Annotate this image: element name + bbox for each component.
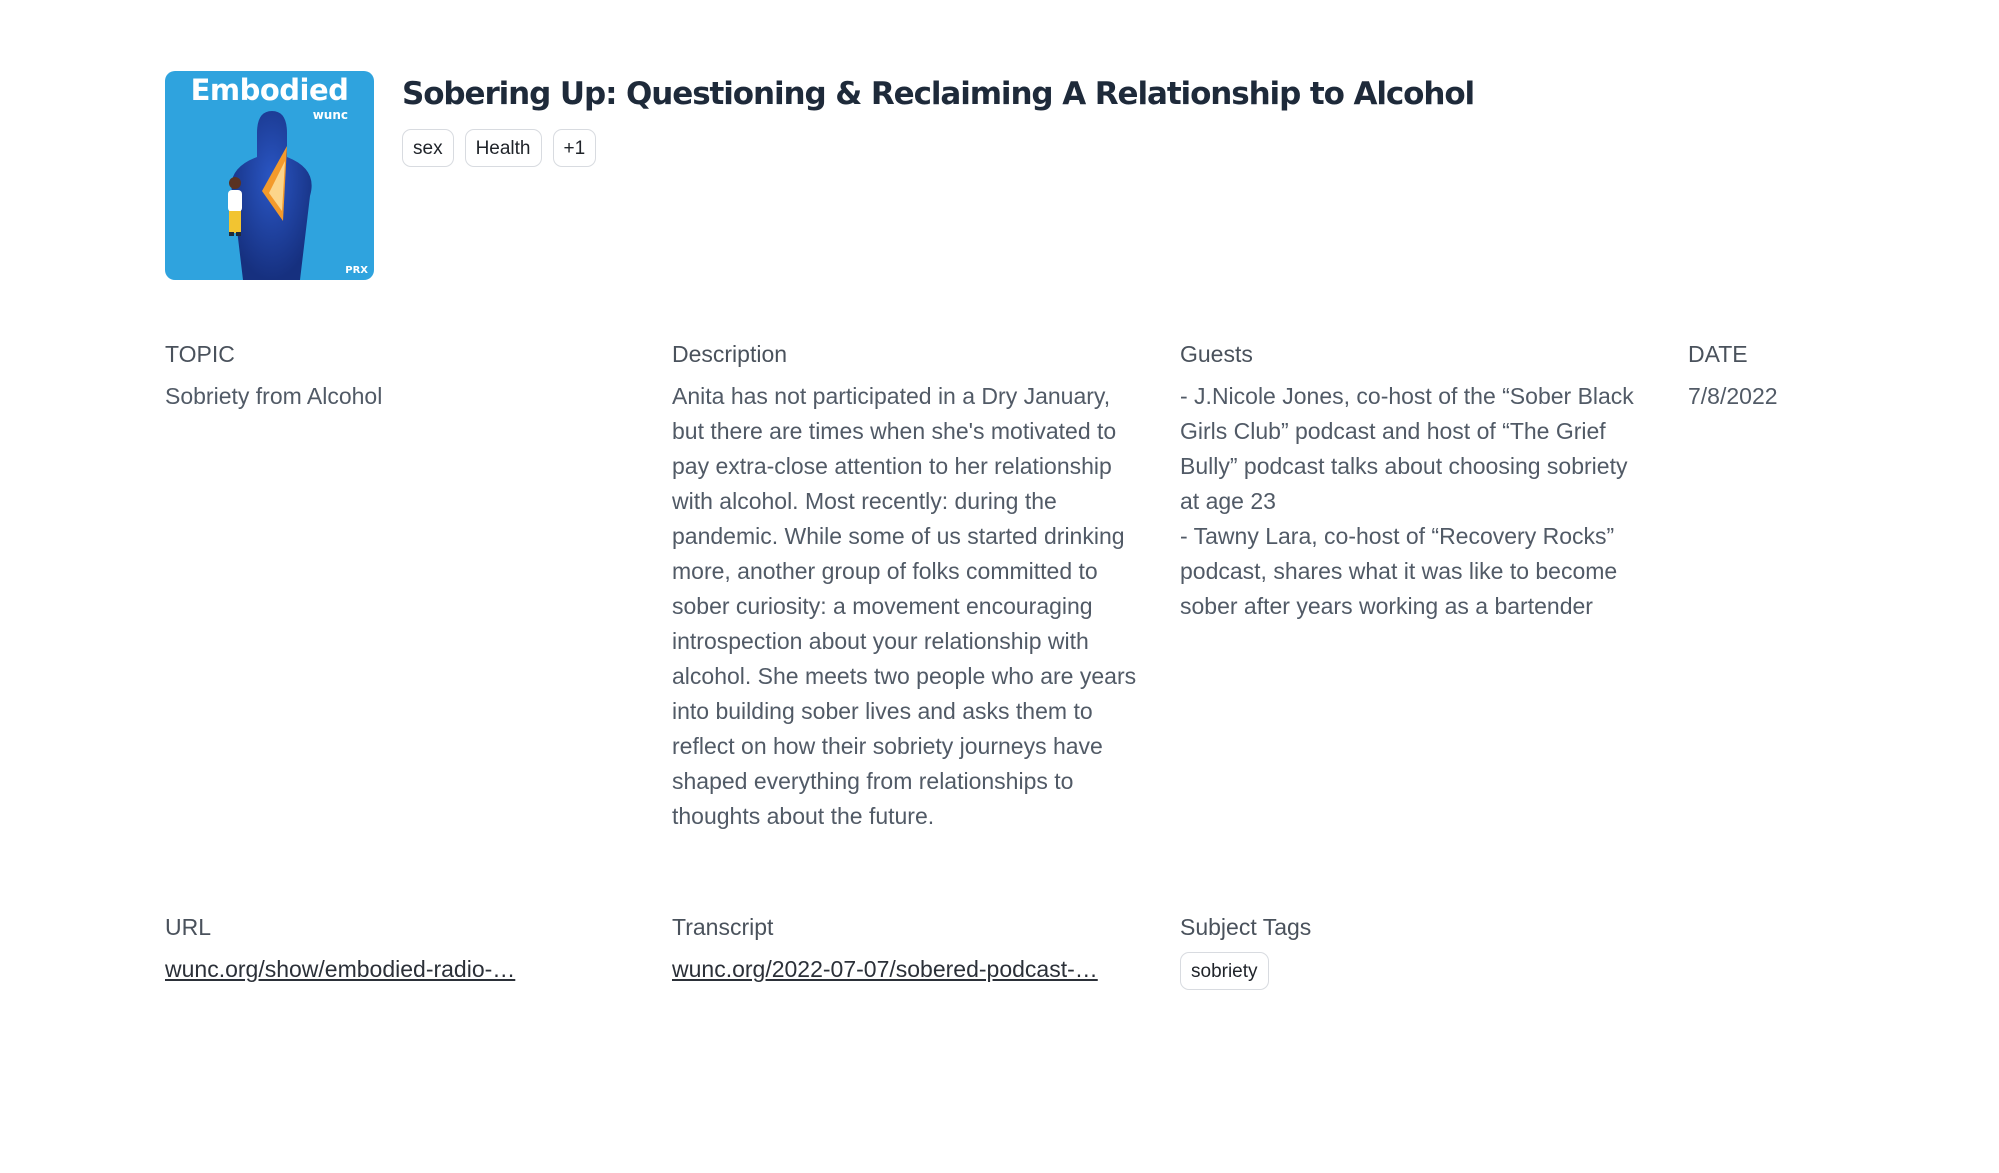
topic-field	[165, 337, 625, 414]
guests-field	[1180, 337, 1650, 624]
url-label: URL	[165, 914, 212, 940]
transcript-field	[672, 910, 1152, 987]
topic-label: TOPIC	[165, 341, 235, 367]
guests-value: - J.Nicole Jones, co-host of the “Sober Black Girls Club” podcast and host of “The Grief Bully” podcast talks about choosing sobriety at age 23 - Tawny Lara, co-host of “Recovery Rocks” podcast, shares what it was like to become sober after years working as a bartender	[1180, 383, 1634, 619]
episode-title: Sobering Up: Questioning & Reclaiming A Relationship to Alcohol	[402, 76, 1475, 112]
date-value: 7/8/2022	[1688, 383, 1778, 409]
transcript-link[interactable]: wunc.org/2022-07-07/sobered-podcast-…	[672, 956, 1098, 982]
date-label: DATE	[1688, 341, 1748, 367]
subject-tags-field	[1180, 910, 1580, 990]
cover-network-logo: wunc	[312, 108, 348, 122]
cover-show-title: Embodied	[190, 73, 349, 107]
podcast-cover-image	[165, 71, 374, 280]
url-field	[165, 910, 585, 987]
description-value: Anita has not participated in a Dry January, but there are times when she's motivated to pay extra-close attention to her relationship with alcohol. Most recently: during the pandemic. While some of us started drinking more, another group of folks committed to sober curiosity: a movement encouraging introspection about your relationship with alcohol. She meets two people who are years into building sober lives and asks them to reflect on how their sobriety journeys have shaped everything from relationships to thoughts about the future.	[672, 383, 1137, 829]
guests-label: Guests	[1180, 341, 1253, 367]
tag-chip[interactable]: sex	[402, 129, 454, 167]
date-field	[1688, 337, 1888, 414]
episode-tags	[402, 129, 1474, 167]
description-field	[672, 337, 1147, 834]
transcript-label: Transcript	[672, 914, 774, 940]
url-link[interactable]: wunc.org/show/embodied-radio-…	[165, 956, 516, 982]
more-tags-chip[interactable]: +1	[553, 129, 597, 167]
episode-header	[165, 71, 1474, 280]
tag-chip[interactable]: Health	[465, 129, 542, 167]
topic-value: Sobriety from Alcohol	[165, 383, 383, 409]
description-label: Description	[672, 341, 788, 367]
cover-prx-badge: PRX	[345, 265, 368, 276]
subject-tag-chip[interactable]: sobriety	[1180, 952, 1269, 990]
subject-tags-label: Subject Tags	[1180, 914, 1312, 940]
